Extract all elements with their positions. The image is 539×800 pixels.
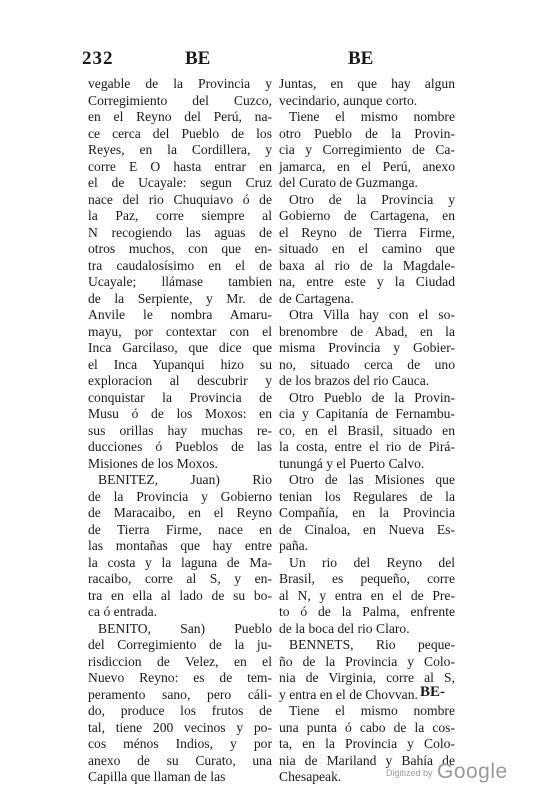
text-line: el Reyno de Tierra Firme,: [279, 224, 455, 240]
text-line: Otro de las Misiones que: [289, 472, 455, 487]
text-line: baxa al rio de la Magdale-: [279, 257, 455, 273]
text-line: de Maracaibo, en el Reyno: [88, 505, 272, 520]
text-line: una punta ó cabo de la cos-: [279, 719, 455, 735]
text-line: Nuevo Reyno: es de tem-: [88, 670, 272, 685]
left-running-head: BE: [185, 48, 211, 69]
text-line: Otra Villa hay con el so-: [289, 307, 455, 322]
text-line: BENITEZ, Juan) Rio: [98, 472, 272, 487]
text-line: nia de Mariland y Bahía de: [279, 752, 455, 768]
text-line: Tiene el mismo nombre: [289, 703, 455, 718]
text-line: situado en el camino que: [279, 241, 455, 256]
text-line: el Inca Yupanqui hizo su: [88, 356, 272, 372]
text-line: Gobierno de Cartagena, en: [279, 208, 455, 223]
text-line: nace del rio Chuquiavo ó de: [88, 191, 272, 207]
text-line: no, situado cerca de uno: [279, 356, 455, 372]
digitized-by-label: Digitized by: [386, 768, 433, 778]
text-line: Musu ó de los Moxos: en: [88, 406, 272, 421]
text-line: al N, y entra en el de Pre-: [279, 587, 455, 603]
digitized-footer: [386, 760, 508, 784]
text-line: otros muchos, con que en-: [88, 241, 272, 256]
right-text-column: [279, 76, 455, 786]
text-line: Brasil, es pequeño, corre: [279, 571, 455, 586]
text-line: peramento sano, pero cáli-: [88, 686, 272, 702]
text-line: ce cerca del Pueblo de los: [88, 125, 272, 141]
text-line: de Cinaloa, en Nueva Es-: [279, 521, 455, 537]
text-line: Otro Pueblo de la Provin-: [289, 389, 455, 405]
text-line: Capilla que llaman de las: [88, 769, 226, 784]
text-line: ducciones ó Pueblos de las: [88, 439, 272, 454]
text-line: las montañas que hay entre: [88, 538, 272, 553]
text-line: N recogiendo las aguas de: [88, 224, 272, 240]
text-line: la costa, entre el rio de Pirá-: [279, 439, 455, 454]
text-line: cos ménos Indios, y por: [88, 736, 272, 751]
text-line: mayu, por contextar con el: [88, 323, 272, 339]
text-line: cia y Capitanía de Fernambu-: [279, 406, 455, 421]
text-line: vecindario, aunque corto.: [279, 92, 418, 108]
right-running-head: BE: [348, 48, 374, 69]
text-line: Otro de la Provincia y: [289, 191, 455, 207]
text-line: de Tierra Firme, nace en: [88, 521, 272, 537]
text-line: de la Provincia y Gobierno: [88, 488, 272, 504]
text-line: otro Pueblo de la Provin-: [279, 125, 455, 141]
google-logo: Google: [436, 760, 508, 783]
text-line: tal, tiene 200 vecinos y po-: [88, 719, 272, 735]
text-line: conquistar la Provincia de: [88, 389, 272, 405]
text-line: ta, en la Provincia y Colo-: [279, 736, 455, 751]
text-line: corre E O hasta entrar en: [88, 158, 272, 174]
text-line: na, entre este y la Ciudad: [279, 274, 455, 289]
text-line: Reyes, en la Cordillera, y: [88, 142, 272, 157]
page-header: [0, 48, 539, 72]
text-line: la Paz, corre siempre al: [88, 208, 272, 223]
text-line: Inca Garcilaso, que dice que: [88, 340, 272, 355]
text-line: risdiccion de Velez, en el: [88, 653, 272, 669]
text-line: brenombre de Abad, en la: [279, 323, 455, 339]
text-line: Chesapeak.: [279, 769, 342, 784]
catchword: BE-: [420, 684, 446, 700]
text-line: Ucayale; llámase tambien: [88, 274, 272, 289]
text-line: en el Reyno del Perú, na-: [88, 109, 272, 124]
text-line: BENNETS, Rio peque-: [289, 637, 455, 652]
text-line: ca ó entrada.: [88, 604, 158, 619]
text-line: Anvile le nombra Amaru-: [88, 307, 272, 322]
text-line: sus orillas hay muchas re-: [88, 422, 272, 438]
text-line: vegable de la Provincia y: [88, 76, 272, 91]
text-line: de la boca del rio Claro.: [279, 620, 410, 636]
text-line: do, produce los frutos de: [88, 703, 272, 718]
text-line: el de Ucayale: segun Cruz: [88, 175, 272, 190]
text-line: del Curato de Guzmanga.: [279, 175, 418, 190]
text-line: ño de la Provincia y Colo-: [279, 653, 455, 669]
text-line: Un rio del Reyno del: [289, 554, 455, 570]
page-number: 232: [82, 48, 114, 69]
text-line: paña.: [279, 538, 309, 553]
text-line: de los brazos del rio Cauca.: [279, 373, 430, 388]
text-line: del Corregimiento de la ju-: [88, 637, 272, 652]
text-line: Compañía, en la Provincia: [279, 505, 455, 520]
text-line: BENITO, San) Pueblo: [98, 620, 272, 636]
left-text-column: [88, 76, 272, 786]
text-line: la costa y la laguna de Ma-: [88, 554, 272, 570]
text-line: to ó de la Palma, enfrente: [279, 604, 455, 619]
text-line: tenian los Regulares de la: [279, 488, 455, 504]
text-line: tunungá y el Puerto Calvo.: [279, 455, 425, 471]
text-line: nia de Virginia, corre al S,: [279, 670, 455, 685]
text-line: cia y Corregimiento de Ca-: [279, 142, 455, 157]
text-line: Tiene el mismo nombre: [289, 109, 455, 124]
text-line: jamarca, en el Perú, anexo: [279, 158, 455, 174]
text-line: y entra en el de Chovvan.: [279, 686, 418, 702]
text-line: Misiones de los Moxos.: [88, 455, 218, 471]
text-line: de Cartagena.: [279, 290, 354, 306]
text-line: Corregimiento del Cuzco,: [88, 92, 272, 108]
text-line: co, en el Brasil, situado en: [279, 422, 455, 438]
text-line: de la Serpiente, y Mr. de: [88, 290, 272, 306]
text-line: racaibo, corre al S, y en-: [88, 571, 272, 586]
text-line: exploracion al descubrir y: [88, 373, 272, 388]
text-line: misma Provincia y Gobier-: [279, 340, 455, 355]
text-line: anexo de su Curato, una: [88, 752, 272, 768]
text-line: tra en ella al lado de su bo-: [88, 587, 272, 603]
text-line: tra caudalosísimo en el de: [88, 257, 272, 273]
text-line: Juntas, en que hay algun: [279, 76, 455, 91]
